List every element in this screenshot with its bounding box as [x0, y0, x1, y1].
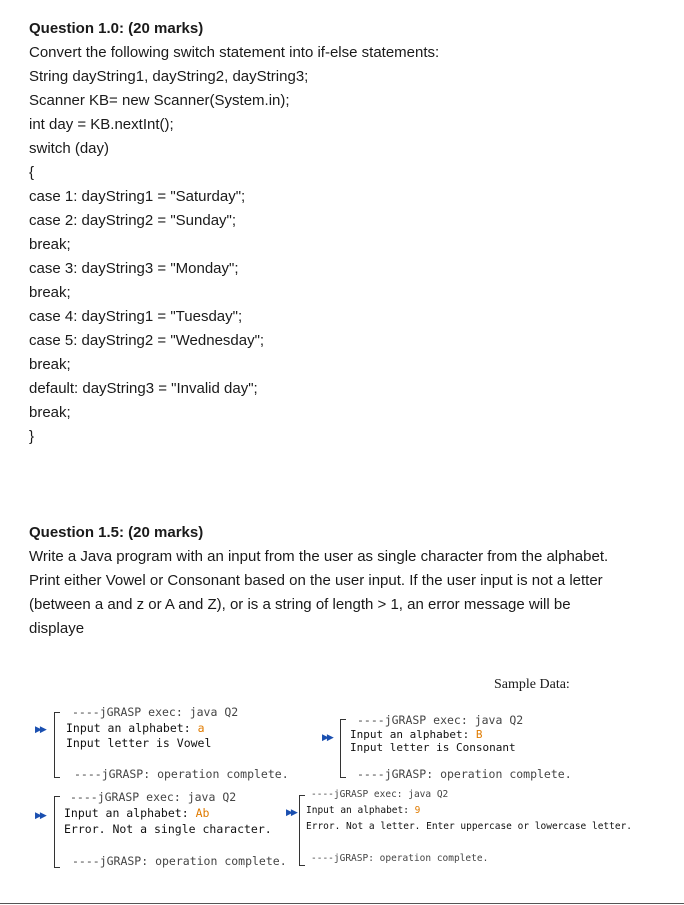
bracket	[54, 796, 55, 868]
result-line: Input letter is Vowel	[66, 736, 212, 750]
exec-line: ----jGRASP exec: java Q2	[70, 790, 237, 804]
prompt-text: Input an alphabet:	[306, 805, 415, 816]
code-line: {	[29, 164, 35, 181]
run-arrow-icon: ▶▶	[322, 732, 332, 742]
question-1-0-title: Question 1.0: (20 marks)	[29, 20, 204, 37]
question-1-5-text: displaye	[29, 620, 85, 637]
code-line: break;	[29, 404, 71, 421]
result-line: Error. Not a single character.	[64, 822, 272, 836]
code-line: default: dayString3 = "Invalid day";	[29, 380, 258, 397]
code-line: case 1: dayString1 = "Saturday";	[29, 188, 246, 205]
code-line: switch (day)	[29, 140, 110, 157]
code-line: }	[29, 428, 35, 445]
code-line: case 2: dayString2 = "Sunday";	[29, 212, 237, 229]
code-line: case 4: dayString1 = "Tuesday";	[29, 308, 243, 325]
prompt-text: Input an alphabet:	[64, 806, 196, 820]
run-arrow-icon: ▶▶	[35, 810, 45, 820]
bracket	[299, 795, 300, 866]
question-1-5-text: (between a and z or A and Z), or is a string of length > 1, an error message will be	[29, 596, 571, 613]
question-1-0	[29, 17, 659, 449]
prompt-line	[64, 806, 209, 820]
code-line: break;	[29, 284, 71, 301]
exec-line: ----jGRASP exec: java Q2	[72, 705, 239, 719]
run-arrow-icon: ▶▶	[286, 807, 296, 817]
question-1-5-text: Print either Vowel or Consonant based on the user input. If the user input is not a letter	[29, 572, 603, 589]
complete-line: ----jGRASP: operation complete.	[72, 854, 287, 868]
question-1-5-title: Question 1.5: (20 marks)	[29, 524, 204, 541]
result-line: Error. Not a letter. Enter uppercase or lowercase letter.	[306, 821, 633, 832]
code-line: int day = KB.nextInt();	[29, 116, 174, 133]
code-line: case 3: dayString3 = "Monday";	[29, 260, 239, 277]
code-line: String dayString1, dayString2, dayString3;	[29, 68, 309, 85]
question-1-5-text: Write a Java program with an input from the user as single character from the alphabet.	[29, 548, 609, 565]
prompt-line	[306, 805, 420, 816]
question-1-5	[29, 521, 659, 641]
bracket	[340, 719, 341, 778]
sample-data-label: Sample Data:	[494, 677, 570, 692]
user-input: 9	[414, 805, 421, 816]
user-input: Ab	[195, 806, 210, 820]
user-input: B	[475, 728, 483, 741]
user-input: a	[197, 721, 205, 735]
run-arrow-icon: ▶▶	[35, 724, 45, 734]
code-line: Scanner KB= new Scanner(System.in);	[29, 92, 290, 109]
prompt-line	[350, 728, 482, 741]
bracket	[54, 712, 55, 778]
exec-line: ----jGRASP exec: java Q2	[357, 713, 524, 727]
prompt-line	[66, 721, 205, 735]
result-line: Input letter is Consonant	[350, 741, 516, 754]
complete-line: ----jGRASP: operation complete.	[311, 853, 489, 864]
complete-line: ----jGRASP: operation complete.	[357, 767, 572, 781]
code-line: break;	[29, 236, 71, 253]
code-line: case 5: dayString2 = "Wednesday";	[29, 332, 265, 349]
question-1-0-text: Convert the following switch statement into if-else statements:	[29, 44, 440, 61]
code-line: break;	[29, 356, 71, 373]
exec-line: ----jGRASP exec: java Q2	[311, 789, 449, 800]
prompt-text: Input an alphabet:	[66, 721, 198, 735]
page-bottom-rule	[0, 903, 684, 904]
prompt-text: Input an alphabet:	[350, 728, 476, 741]
complete-line: ----jGRASP: operation complete.	[74, 767, 289, 781]
